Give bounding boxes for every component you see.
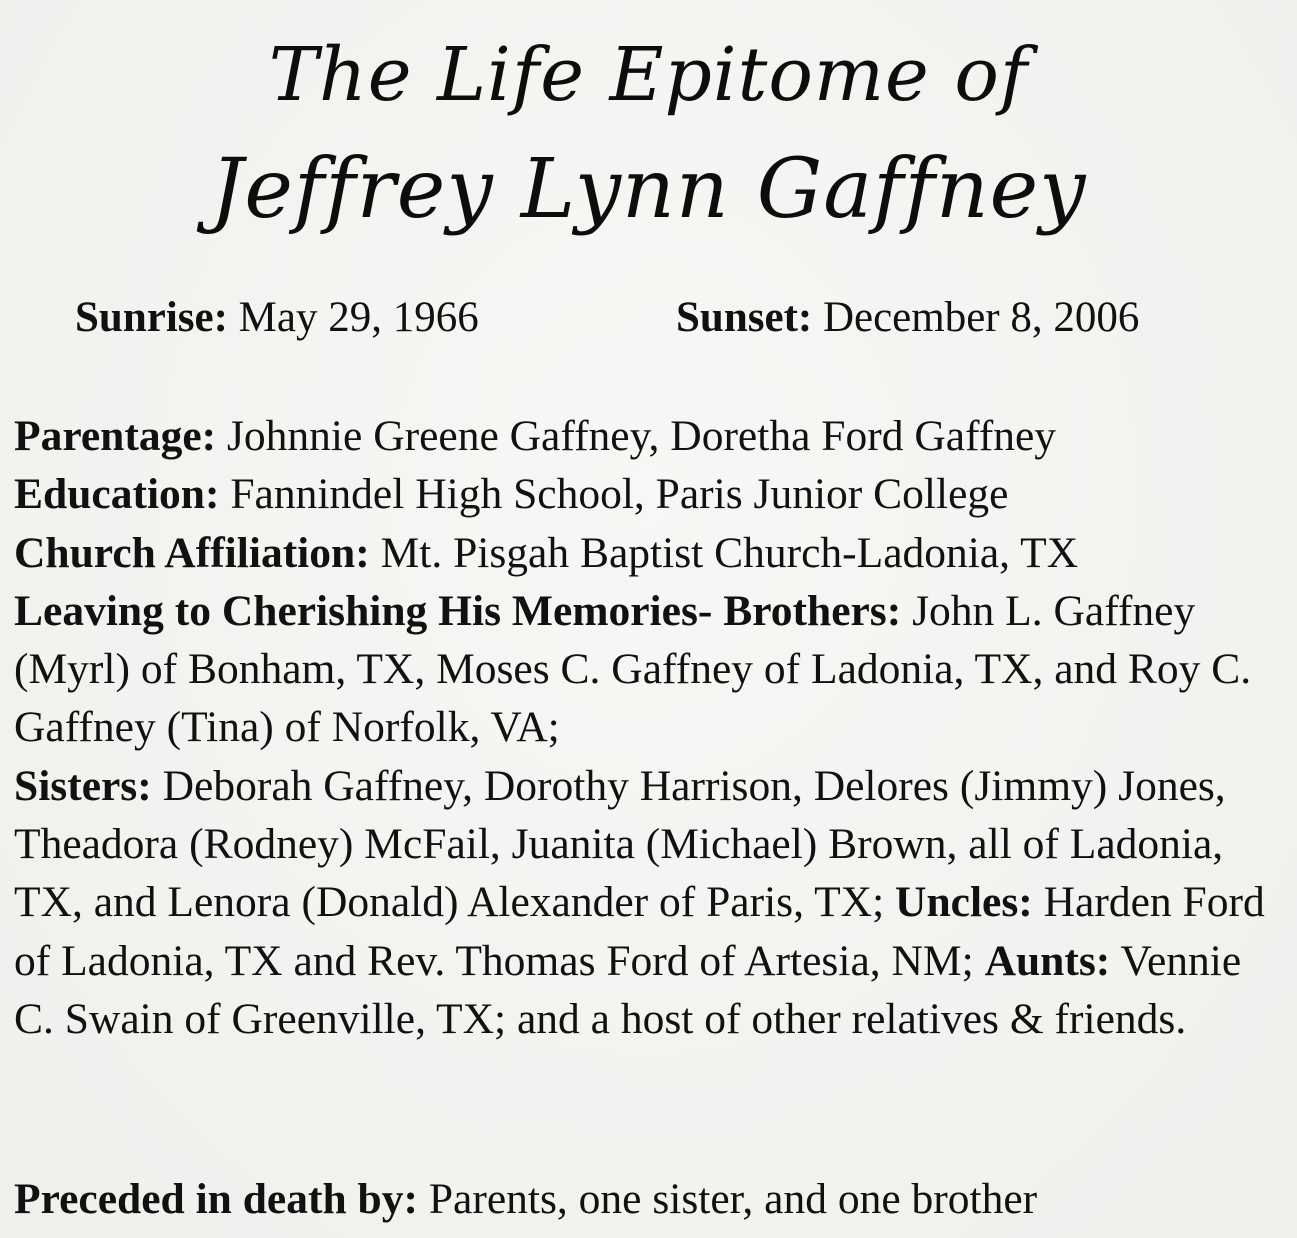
obituary-body	[14, 407, 1284, 1048]
church-line	[14, 524, 1284, 582]
education-value: Fannindel High School, Paris Junior College	[230, 470, 1009, 519]
sisters-label: Sisters:	[14, 761, 152, 810]
sunrise-date	[75, 292, 479, 344]
parentage-label: Parentage:	[14, 412, 217, 460]
aunts-label: Aunts:	[984, 936, 1111, 985]
sunrise-value: May 29, 1966	[238, 294, 479, 341]
parentage-line	[14, 407, 1284, 465]
preceded-value: Parents, one sister, and one brother	[428, 1175, 1038, 1223]
preceded-label: Preceded in death by:	[14, 1175, 418, 1223]
survivors-heading: Leaving to Cherishing His Memories- Brothers:	[14, 586, 902, 635]
brothers-text: John L. Gaffney (Myrl) of Bonham, TX, Moses C. Gaffney of Ladonia, TX, and Roy C. Gaffney (Tina) of Norfolk, VA;	[14, 586, 1252, 752]
title-line-2: Jeffrey Lynn Gaffney	[210, 142, 1087, 237]
survivors-paragraph	[14, 582, 1284, 1048]
church-label: Church Affiliation:	[14, 528, 370, 577]
education-line	[14, 465, 1284, 523]
uncles-text: Harden Ford of Ladonia, TX and Rev. Thomas Ford of Artesia, NM;	[14, 878, 1265, 985]
sunset-label: Sunset:	[676, 294, 813, 341]
church-value: Mt. Pisgah Baptist Church-Ladonia, TX	[380, 528, 1079, 577]
preceded-line	[14, 1170, 1284, 1228]
sunrise-label: Sunrise:	[75, 294, 228, 341]
aunts-text: Vennie C. Swain of Greenville, TX; and a host of other relatives & friends.	[14, 936, 1242, 1043]
uncles-label: Uncles:	[895, 878, 1033, 927]
sisters-text: Deborah Gaffney, Dorothy Harrison, Delores (Jimmy) Jones, Theadora (Rodney) McFail, Juanita (Michael) Brown, all of Ladonia, TX, and Lenora (Donald) Alexander of Paris, TX;	[14, 761, 1226, 927]
sunset-value: December 8, 2006	[822, 294, 1140, 341]
education-label: Education:	[14, 470, 220, 519]
parentage-value: Johnnie Greene Gaffney, Doretha Ford Gaffney	[227, 412, 1057, 460]
title-line-1: The Life Epitome of	[268, 32, 1029, 118]
sunset-date	[676, 292, 1139, 344]
